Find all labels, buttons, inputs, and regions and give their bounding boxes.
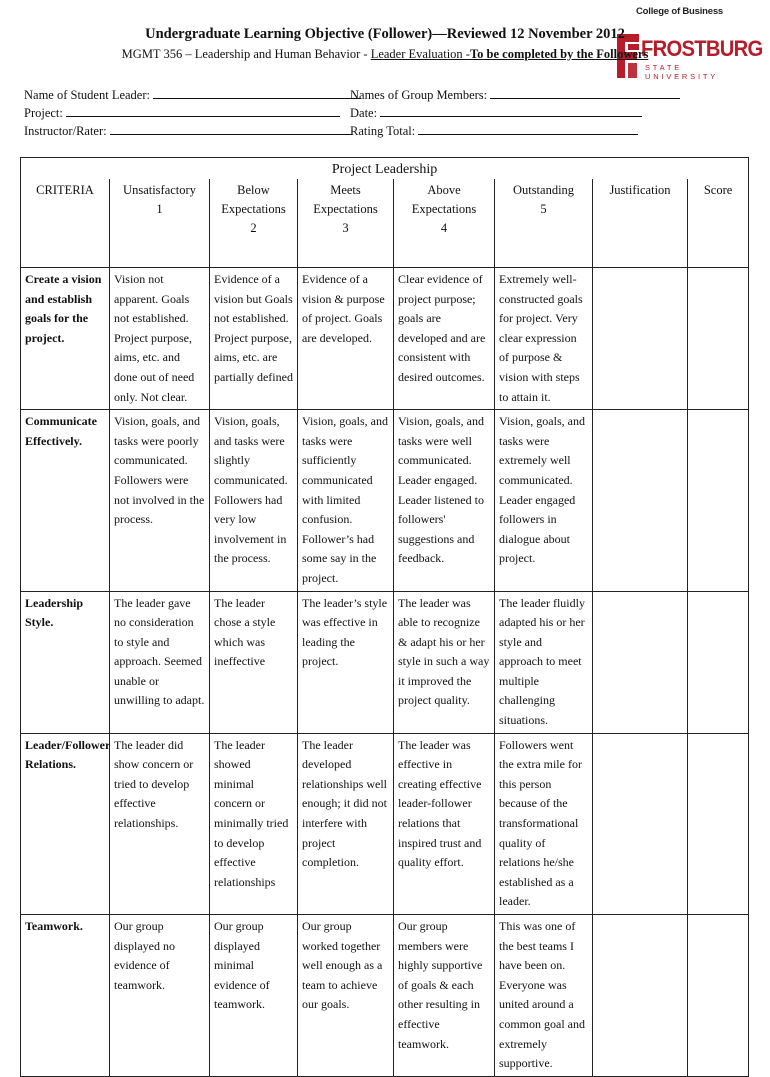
- criterion-cell: Leadership Style.: [21, 591, 110, 733]
- student-leader-label: Name of Student Leader:: [24, 88, 150, 102]
- justification-cell[interactable]: [593, 410, 688, 591]
- column-number: 1: [156, 202, 163, 216]
- instruction-label: To be completed by the Followers: [469, 47, 649, 61]
- table-row: [21, 591, 749, 733]
- rating-total-field[interactable]: [350, 124, 638, 139]
- brand-tagline: STATE UNIVERSITY: [645, 63, 719, 81]
- criterion-cell: Teamwork.: [21, 915, 110, 1077]
- rating-cell: Extremely well-constructed goals for project. Very clear expression of purpose & vision with steps to attain it.: [495, 268, 593, 410]
- score-cell[interactable]: [688, 591, 749, 733]
- rating-cell: Vision, goals, and tasks were sufficiently communicated with limited confusion. Follower’s had some say in the project.: [298, 410, 394, 591]
- column-label: Score: [703, 183, 733, 197]
- rating-cell: The leader chose a style which was ineffective: [210, 591, 298, 733]
- column-header: [110, 179, 210, 268]
- project-field[interactable]: [24, 106, 340, 121]
- course-label: MGMT 356 – Leadership and Human Behavior -: [121, 47, 368, 61]
- column-header: [298, 179, 394, 268]
- score-cell[interactable]: [688, 915, 749, 1077]
- rating-cell: The leader gave no consideration to style and approach. Seemed unable or unwilling to adapt.: [110, 591, 210, 733]
- student-leader-line[interactable]: [153, 88, 361, 99]
- rating-cell: Vision, goals, and tasks were extremely well communicated. Leader engaged followers in dialogue about project.: [495, 410, 593, 591]
- column-label: Meets Expectations: [313, 183, 378, 216]
- rating-cell: The leader did show concern or tried to develop effective relationships.: [110, 733, 210, 914]
- table-row: [21, 410, 749, 591]
- criterion-cell: Leader/Follower Relations.: [21, 733, 110, 914]
- column-number: 3: [342, 221, 349, 235]
- rating-cell: The leader fluidly adapted his or her style and approach to meet multiple challenging situations.: [495, 591, 593, 733]
- brand-name: FROSTBURG: [641, 36, 763, 61]
- rating-cell: Our group displayed no evidence of teamwork.: [110, 915, 210, 1077]
- column-label: Unsatisfactory: [123, 183, 196, 197]
- justification-cell[interactable]: [593, 915, 688, 1077]
- college-name: College of Business: [636, 6, 723, 17]
- instructor-line[interactable]: [110, 124, 352, 135]
- group-members-line[interactable]: [490, 88, 680, 99]
- rating-cell: Our group members were highly supportive of goals & each other resulting in effective teamwork.: [394, 915, 495, 1077]
- column-header: [21, 179, 110, 268]
- rating-cell: This was one of the best teams I have been on. Everyone was united around a common goal and extremely supportive.: [495, 915, 593, 1077]
- column-number: 5: [540, 202, 547, 216]
- column-header: [688, 179, 749, 268]
- column-label: Justification: [609, 183, 671, 197]
- rating-cell: The leader’s style was effective in leading the project.: [298, 591, 394, 733]
- rating-cell: The leader was able to recognize & adapt his or her style in such a way it improved the project quality.: [394, 591, 495, 733]
- score-cell[interactable]: [688, 733, 749, 914]
- justification-cell[interactable]: [593, 591, 688, 733]
- criterion-cell: Create a vision and establish goals for the project.: [21, 268, 110, 410]
- rating-cell: Evidence of a vision but Goals not established. Project purpose, aims, etc. are partially defined: [210, 268, 298, 410]
- justification-cell[interactable]: [593, 268, 688, 410]
- justification-cell[interactable]: [593, 733, 688, 914]
- date-field[interactable]: [350, 106, 642, 121]
- rating-cell: Vision not apparent. Goals not established. Project purpose, aims, etc. and done out of need only. Not clear.: [110, 268, 210, 410]
- page-title: Undergraduate Learning Objective (Follower)—Reviewed 12 November 2012: [145, 26, 625, 42]
- rating-cell: Our group worked together well enough as a team to achieve our goals.: [298, 915, 394, 1077]
- column-header: [210, 179, 298, 268]
- column-header: [593, 179, 688, 268]
- table-row: [21, 733, 749, 914]
- rating-total-line[interactable]: [418, 124, 638, 135]
- instructor-field[interactable]: [24, 124, 352, 139]
- rating-cell: Our group displayed minimal evidence of teamwork.: [210, 915, 298, 1077]
- frostburg-logo: [613, 6, 763, 84]
- rating-cell: The leader was effective in creating effective leader-follower relations that inspired trust and quality effort.: [394, 733, 495, 914]
- group-members-label: Names of Group Members:: [350, 88, 488, 102]
- rating-cell: Followers went the extra mile for this person because of the transformational quality of relations he/she established as a leader.: [495, 733, 593, 914]
- table-row: [21, 915, 749, 1077]
- column-header: [495, 179, 593, 268]
- rating-cell: The leader showed minimal concern or minimally tried to develop effective relationships: [210, 733, 298, 914]
- rubric-table: [20, 157, 749, 1077]
- table-caption: Project Leadership: [21, 158, 749, 180]
- table-row: [21, 268, 749, 410]
- column-label: Outstanding: [512, 183, 575, 197]
- rating-total-label: Rating Total:: [350, 124, 416, 138]
- header-row: [21, 179, 749, 268]
- score-cell[interactable]: [688, 268, 749, 410]
- criterion-cell: Communicate Effectively.: [21, 410, 110, 591]
- date-line[interactable]: [380, 106, 642, 117]
- evaluation-label: Leader Evaluation -: [370, 47, 470, 61]
- rating-cell: Vision, goals, and tasks were well communicated. Leader engaged. Leader listened to followers' suggestions and feedback.: [394, 410, 495, 591]
- project-label: Project:: [24, 106, 63, 120]
- rating-cell: Clear evidence of project purpose; goals are developed and are consistent with desired outcomes.: [394, 268, 495, 410]
- rating-cell: Evidence of a vision & purpose of project. Goals are developed.: [298, 268, 394, 410]
- date-label: Date:: [350, 106, 378, 120]
- instructor-label: Instructor/Rater:: [24, 124, 107, 138]
- project-line[interactable]: [66, 106, 340, 117]
- rating-cell: Vision, goals, and tasks were poorly communicated. Followers were not involved in the process.: [110, 410, 210, 591]
- column-label: Below Expectations: [221, 183, 286, 216]
- rating-cell: Vision, goals, and tasks were slightly communicated. Followers had very low involvement in the process.: [210, 410, 298, 591]
- column-number: 4: [440, 221, 448, 235]
- page-subtitle: [0, 47, 770, 62]
- group-members-field[interactable]: [350, 88, 680, 103]
- rating-cell: The leader developed relationships well enough; it did not interfere with project completion.: [298, 733, 394, 914]
- column-header: [394, 179, 495, 268]
- score-cell[interactable]: [688, 410, 749, 591]
- column-label: CRITERIA: [36, 183, 94, 197]
- column-number: 2: [250, 221, 257, 235]
- student-leader-field[interactable]: [24, 88, 361, 103]
- column-label: Above Expectations: [411, 183, 477, 216]
